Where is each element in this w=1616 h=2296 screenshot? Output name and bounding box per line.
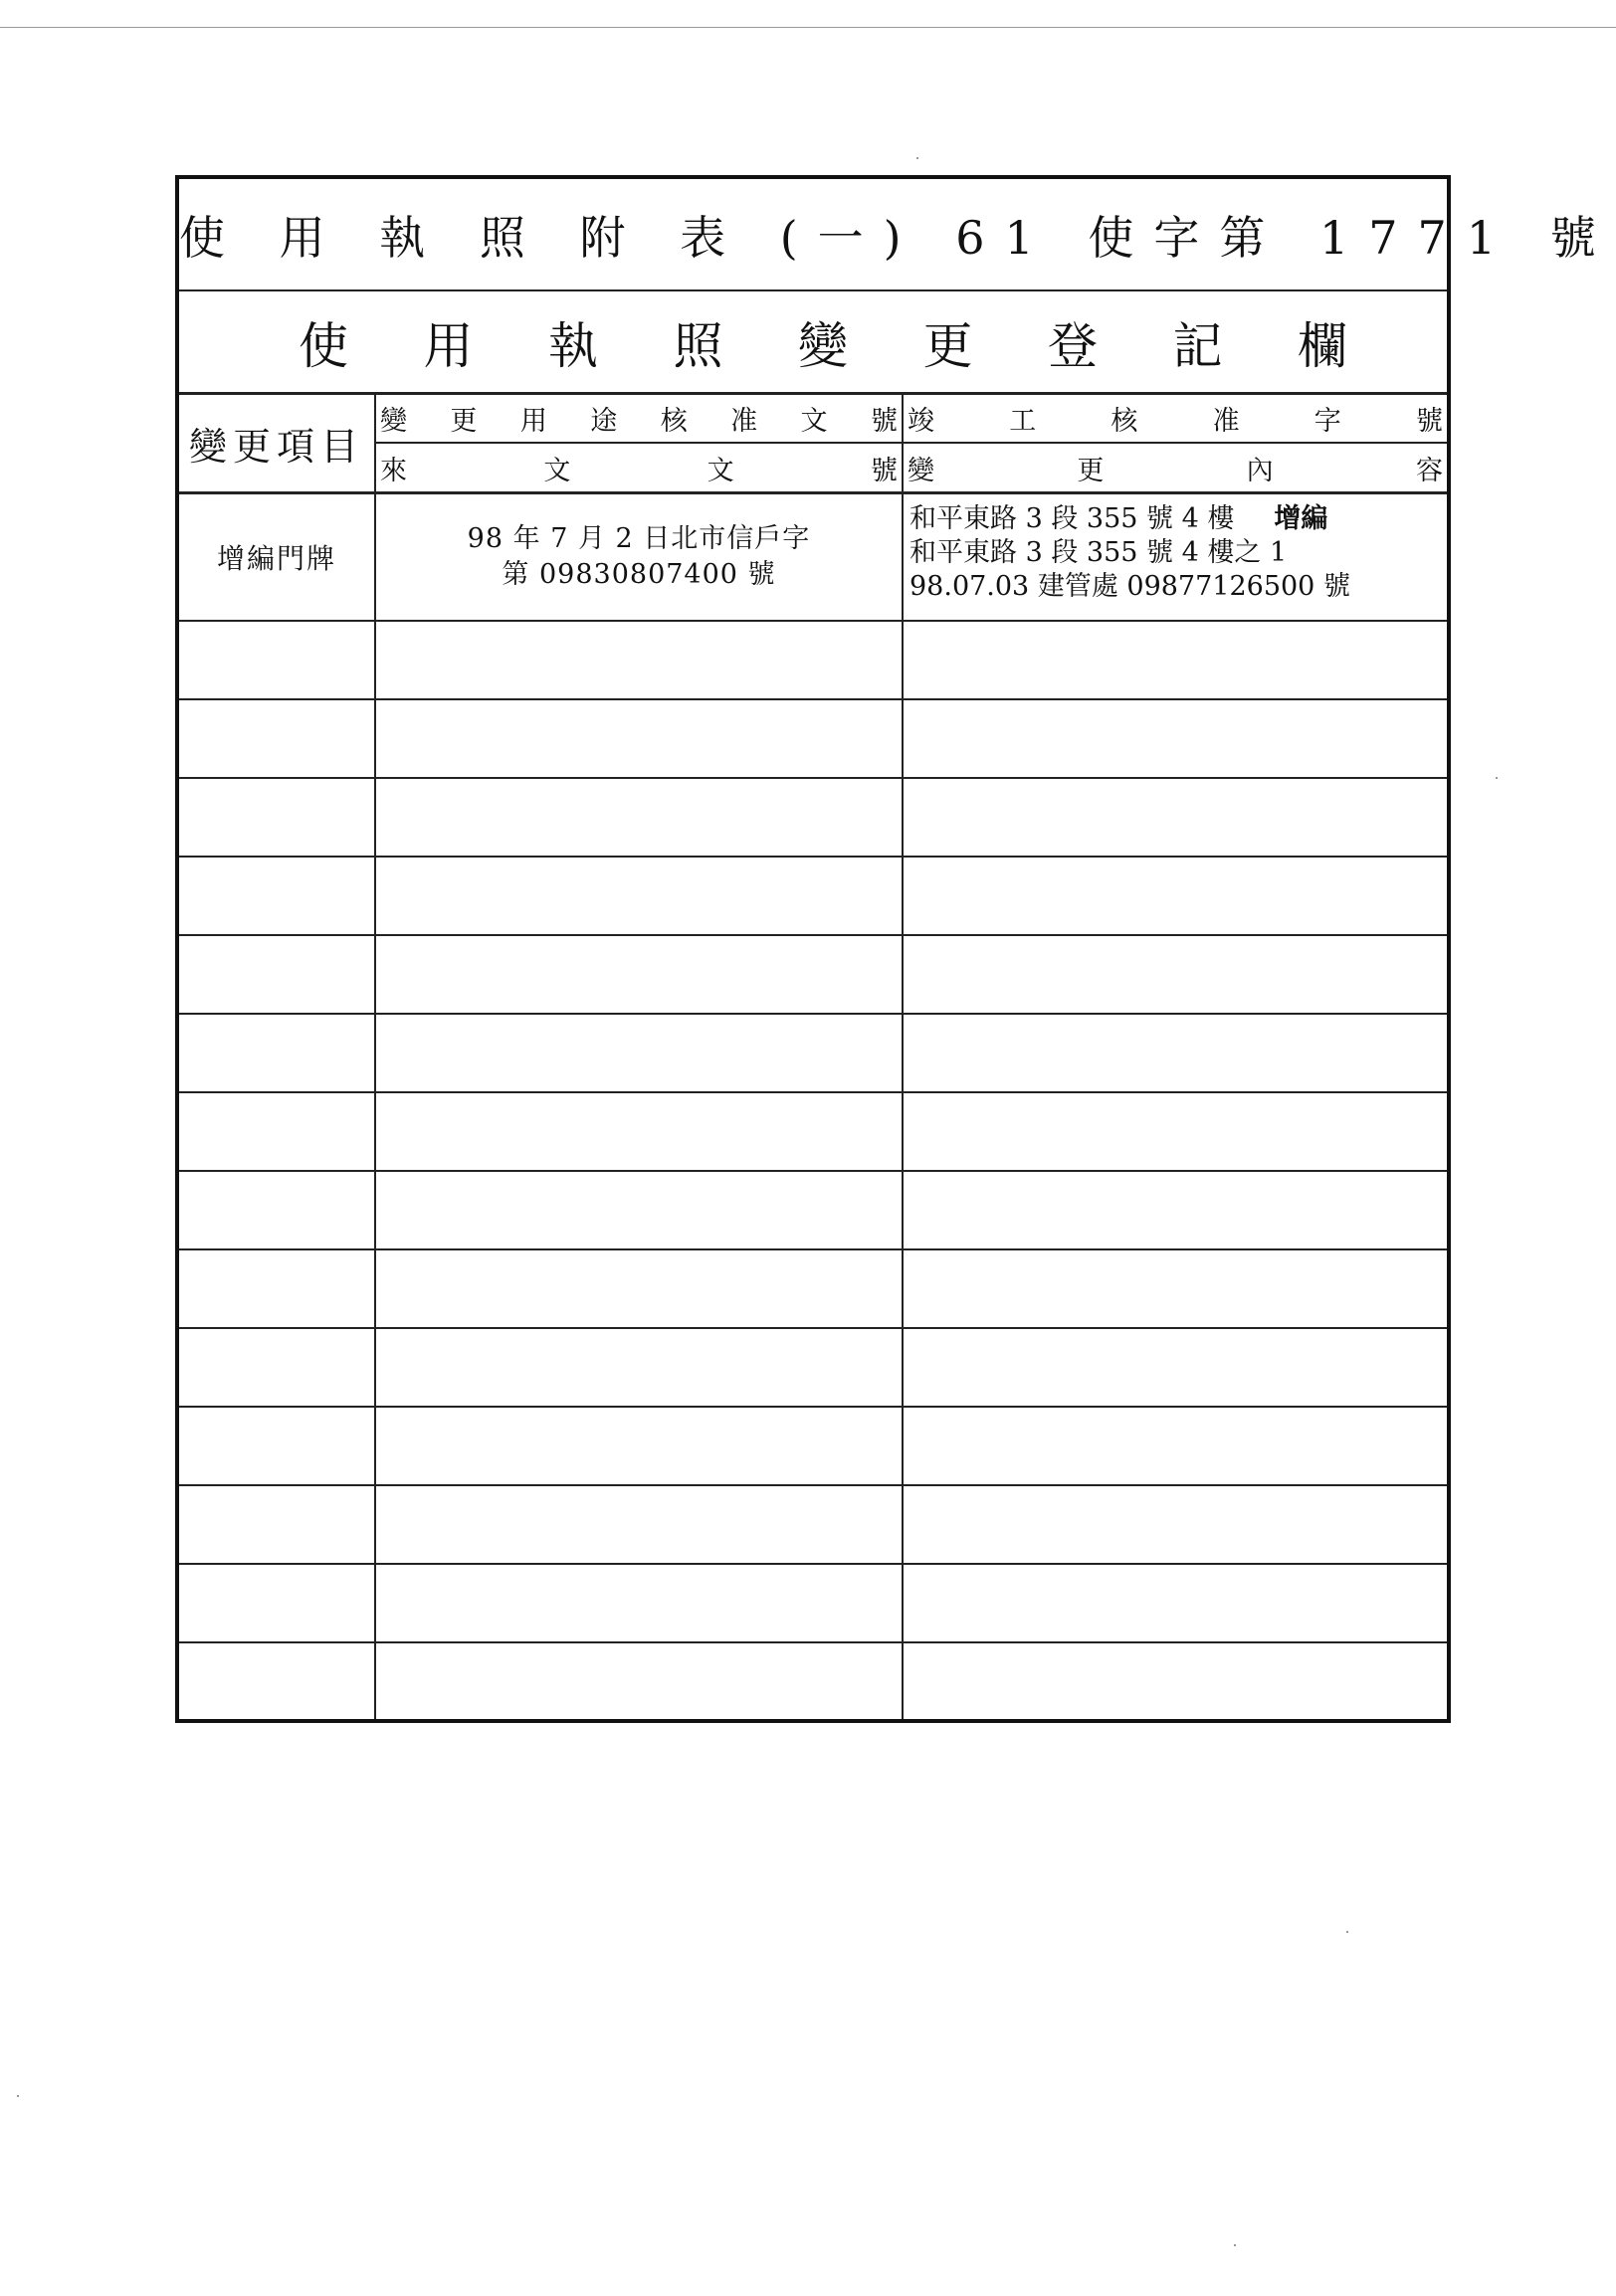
row-change-content <box>904 494 1447 620</box>
header-char: 竣 <box>908 406 934 437</box>
row-rule <box>179 1563 1447 1565</box>
row-rule <box>179 698 1447 700</box>
row-rule <box>179 1327 1447 1329</box>
header-completion-approval-no <box>904 395 1447 442</box>
scan-speck <box>916 157 918 159</box>
heading-char: 變 <box>798 316 848 375</box>
doc-no-line: 98 年 7 月 2 日北市信戶字 <box>467 523 811 554</box>
header-change-item: 變更項目 <box>188 425 364 469</box>
change-registration-heading <box>179 306 1447 378</box>
heading-char: 登 <box>1048 316 1098 375</box>
header-char: 更 <box>1077 455 1105 486</box>
header-incoming-doc-no <box>376 444 902 491</box>
title-row <box>179 179 1616 291</box>
row-change-item: 增編門牌 <box>216 542 336 575</box>
row-rule <box>179 1170 1447 1172</box>
scan-speck <box>1346 1931 1348 1933</box>
heading-char: 欄 <box>1298 316 1347 375</box>
header-char: 內 <box>1246 455 1274 486</box>
scan-speck <box>17 2095 19 2097</box>
header-change-content <box>904 444 1447 491</box>
content-line: 和平東路 3 段 355 號 4 樓之 1 <box>909 537 1288 568</box>
header-char: 文 <box>800 406 828 437</box>
row-incoming-doc-no <box>376 494 902 620</box>
header-char: 容 <box>1415 455 1443 486</box>
header-char: 變 <box>908 455 934 486</box>
row-rule <box>179 1484 1447 1486</box>
row-rule <box>179 934 1447 936</box>
heading-char: 執 <box>548 316 598 375</box>
form-title: 使 用 執 照 附 表 (一) 61 使字第 1771 號 <box>179 210 1616 265</box>
row-rule <box>179 1641 1447 1643</box>
header-char: 文 <box>707 455 734 486</box>
scan-edge-line <box>0 27 1616 28</box>
header-char: 來 <box>380 455 407 486</box>
content-line: 98.07.03 建管處 09877126500 號 <box>909 571 1350 602</box>
header-char: 工 <box>1009 406 1037 437</box>
row-rule <box>179 777 1447 779</box>
doc-no-line: 第 09830807400 號 <box>502 559 776 590</box>
row-rule <box>179 1091 1447 1093</box>
header-char: 字 <box>1313 406 1341 437</box>
row-rule <box>179 1248 1447 1250</box>
header-char: 更 <box>450 406 478 437</box>
change-register-table <box>179 395 1447 1719</box>
content-line: 和平東路 3 段 355 號 4 樓 <box>909 503 1235 534</box>
header-char: 准 <box>1212 406 1240 437</box>
header-char: 變 <box>380 406 407 437</box>
row-rule <box>179 856 1447 858</box>
scan-speck <box>1496 777 1498 779</box>
heading-char: 記 <box>1172 316 1223 375</box>
header-char: 號 <box>1415 406 1443 437</box>
header-char: 核 <box>1111 406 1138 437</box>
header-char: 用 <box>519 406 547 437</box>
scan-speck <box>1234 2244 1236 2246</box>
heading-char: 照 <box>673 316 723 375</box>
header-char: 號 <box>870 406 898 437</box>
usage-license-annex-form <box>175 175 1616 1723</box>
header-char: 核 <box>660 406 688 437</box>
subtitle-row <box>179 291 1447 395</box>
heading-char: 更 <box>922 316 973 375</box>
row-rule <box>179 1406 1447 1408</box>
header-change-approval-no <box>376 395 902 442</box>
row-rule <box>179 620 1447 622</box>
header-char: 文 <box>543 455 571 486</box>
heading-char: 用 <box>423 316 474 375</box>
heading-char: 使 <box>299 316 348 375</box>
header-char: 准 <box>730 406 758 437</box>
header-char: 號 <box>870 455 898 486</box>
row-rule <box>179 1013 1447 1015</box>
header-char: 途 <box>590 406 618 437</box>
content-tag: 增編 <box>1274 503 1328 534</box>
